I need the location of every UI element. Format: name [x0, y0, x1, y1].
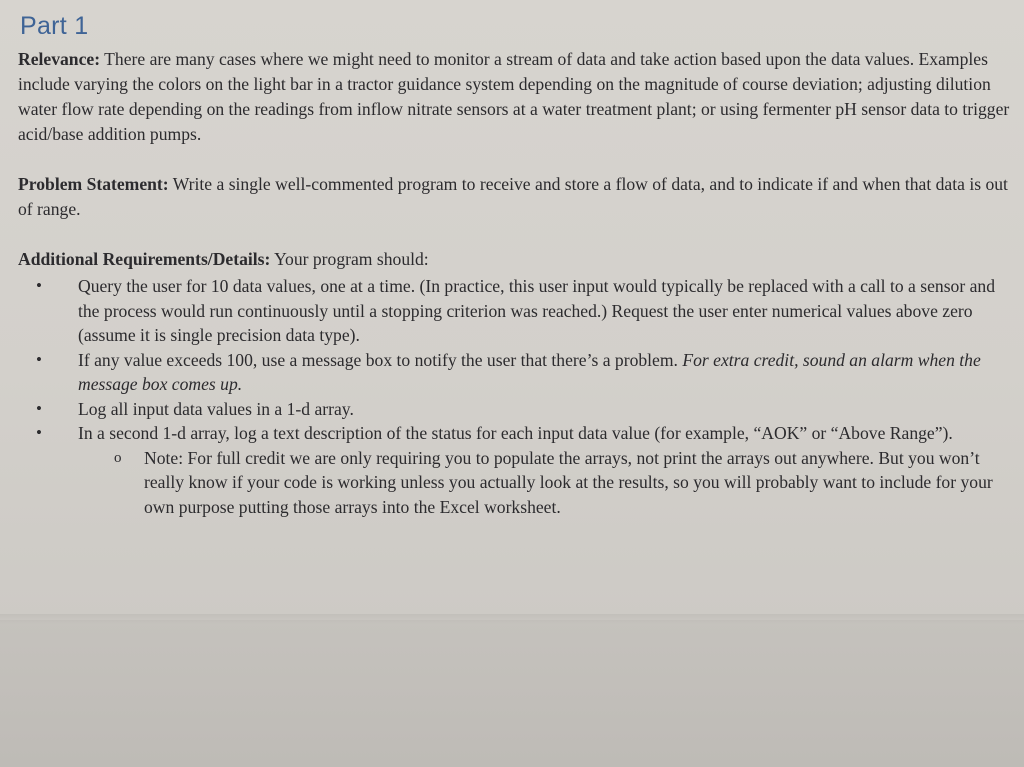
- list-item: [0, 421, 1024, 519]
- list-item: [0, 274, 1024, 348]
- bullet-icon: •: [36, 398, 42, 418]
- hollow-bullet-icon: o: [114, 449, 122, 466]
- bullet-icon: •: [36, 349, 42, 369]
- sub-list-item: [78, 446, 1018, 520]
- problem-statement-label: Problem Statement:: [18, 174, 169, 194]
- requirements-list: [0, 274, 1024, 519]
- relevance-label: Relevance:: [18, 49, 101, 69]
- requirement-text: Query the user for 10 data values, one at a time. (In practice, this user input would typically be replaced with a call to a sensor and the process would run continuously until a stopping criterion was reached.) Request the user enter numerical values above zero (assume it is single precision data type).: [78, 276, 996, 345]
- relevance-paragraph: [18, 47, 1018, 147]
- sub-requirements-list: [78, 446, 1018, 520]
- requirement-text: If any value exceeds 100, use a message box to notify the user that there’s a problem.: [78, 349, 678, 370]
- extra-credit-text: For extra credit, sound an alarm when the message box comes up.: [78, 349, 981, 394]
- additional-requirements-text: Your program should:: [274, 249, 429, 269]
- list-item: [0, 397, 1024, 422]
- requirement-text: Log all input data values in a 1-d array.: [78, 398, 354, 419]
- problem-statement-text: Write a single well-commented program to receive and store a flow of data, and to indicate if and when that data is out of range.: [18, 174, 1008, 219]
- page-title: Part 1: [20, 12, 89, 40]
- problem-statement-paragraph: [18, 172, 1018, 222]
- additional-requirements-label: Additional Requirements/Details:: [18, 249, 271, 269]
- note-text: Note: For full credit we are only requiring you to populate the arrays, not print the arrays out anywhere. But you won’t really know if your code is working unless you actually look at the results, so you will probably want to include for your own purpose putting those arrays into the Excel worksheet.: [144, 447, 993, 517]
- page-bottom-edge: [0, 614, 1024, 624]
- bullet-icon: •: [36, 423, 42, 442]
- bullet-icon: •: [36, 276, 42, 295]
- additional-requirements-heading: [18, 247, 1018, 272]
- list-item: [0, 348, 1024, 397]
- relevance-text: There are many cases where we might need to monitor a stream of data and take action based upon the data values. Examples include varying the colors on the light bar in a tractor guidance system depending on the magnitude of course deviation; adjusting dilution water flow rate depending on the readings from inflow nitrate sensors at a water treatment plant; or using fermenter pH sensor data to trigger acid/base addition pumps.: [18, 49, 1010, 144]
- requirement-text: In a second 1-d array, log a text description of the status for each input data value (for example, “AOK” or “Above Range”).: [78, 423, 953, 443]
